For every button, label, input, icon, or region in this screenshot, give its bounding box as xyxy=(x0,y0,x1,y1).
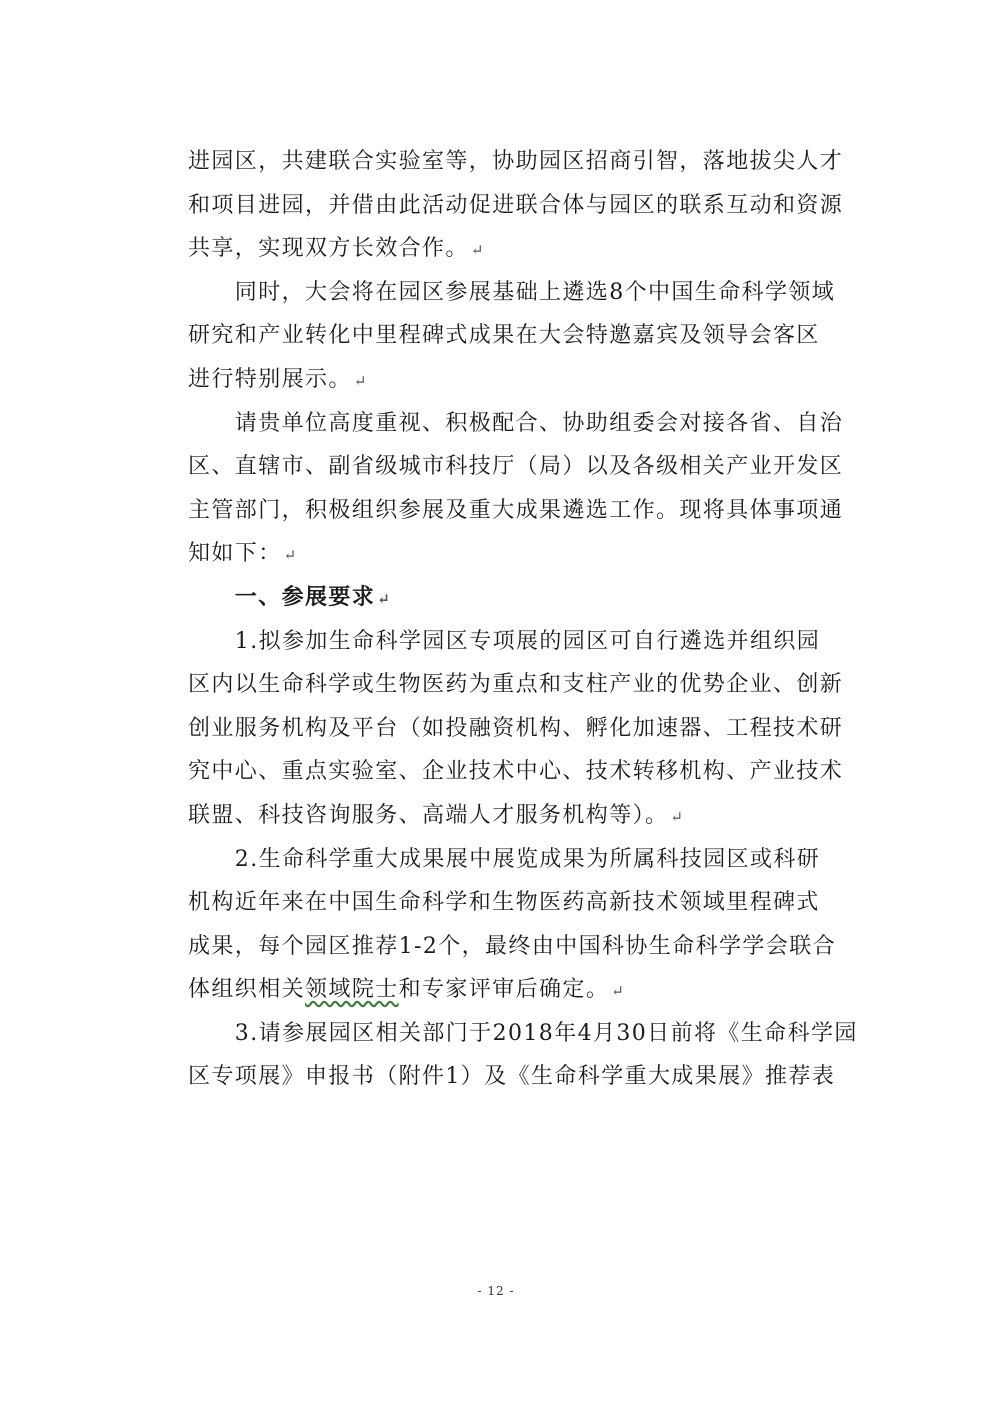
line-text: 联盟、科技咨询服务、高端人才服务机构等）。 xyxy=(188,802,669,828)
text-line xyxy=(188,794,848,838)
text-line xyxy=(188,707,848,751)
text-line xyxy=(188,402,848,446)
line-text: 1.拟参加生命科学园区专项展的园区可自行遴选并组织园 xyxy=(234,628,821,654)
line-text: 研究和产业转化中里程碑式成果在大会特邀嘉宾及领导会客区 xyxy=(188,323,820,349)
line-text: 区、直辖市、副省级城市科技厅（局）以及各级相关产业开发区 xyxy=(188,454,844,480)
paragraph-mark-icon: ↵ xyxy=(353,371,368,390)
text-line xyxy=(188,532,848,576)
text-line xyxy=(188,358,848,402)
paragraph-mark-icon: ↵ xyxy=(377,589,392,608)
text-line xyxy=(188,663,848,707)
text-line xyxy=(188,838,848,882)
document-body xyxy=(188,140,858,1099)
line-text: 成果，每个园区推荐1-2个，最终由中国科协生命科学学会联合 xyxy=(188,933,837,959)
text-line xyxy=(188,184,848,228)
paragraph-mark-icon: ↵ xyxy=(611,982,626,1001)
line-text: 体组织相关领域院士和专家评审后确定。 xyxy=(188,977,610,1003)
paragraph-mark-icon: ↵ xyxy=(670,807,685,826)
text-line xyxy=(188,271,848,315)
text-line xyxy=(188,881,848,925)
text-line xyxy=(188,445,848,489)
line-text: 进行特别展示。 xyxy=(188,366,352,392)
line-text: 同时，大会将在园区参展基础上遴选8个中国生命科学领域 xyxy=(234,279,836,305)
line-text: 2.生命科学重大成果展中展览成果为所属科技园区或科研 xyxy=(234,846,821,872)
line-text: 共享，实现双方长效合作。 xyxy=(188,236,469,262)
line-text: 区内以生命科学或生物医药为重点和支柱产业的优势企业、创新 xyxy=(188,672,844,698)
text-line xyxy=(188,1055,848,1099)
paragraph-mark-icon: ↵ xyxy=(470,241,485,260)
text-line xyxy=(188,140,848,184)
line-text: 和项目进园，并借由此活动促进联合体与园区的联系互动和资源 xyxy=(188,192,844,218)
line-text: 知如下： xyxy=(188,541,282,567)
section-heading xyxy=(188,576,848,620)
page-number: - 12 - xyxy=(477,1284,515,1298)
line-text: 机构近年来在中国生命科学和生物医药高新技术领域里程碑式 xyxy=(188,890,820,916)
text-line xyxy=(188,968,848,1012)
paragraph-mark-icon: ↵ xyxy=(283,546,298,565)
line-text: 请贵单位高度重视、积极配合、协助组委会对接各省、自治 xyxy=(234,410,844,436)
line-text: 进园区，共建联合实验室等，协助园区招商引智，落地拔尖人才 xyxy=(188,149,844,174)
line-text: 3.请参展园区相关部门于2018年4月30日前将《生命科学园 xyxy=(234,1020,858,1046)
text-line xyxy=(188,489,848,533)
line-text: 创业服务机构及平台（如投融资机构、孵化加速器、工程技术研 xyxy=(188,715,844,741)
text-line xyxy=(188,314,848,358)
line-text: 一、参展要求 xyxy=(234,583,376,610)
text-line xyxy=(188,750,848,794)
line-text: 区专项展》申报书（附件1）及《生命科学重大成果展》推荐表 xyxy=(188,1064,836,1090)
text-line xyxy=(188,925,848,969)
line-text: 究中心、重点实验室、企业技术中心、技术转移机构、产业技术 xyxy=(188,759,844,785)
line-text: 主管部门，积极组织参展及重大成果遴选工作。现将具体事项通 xyxy=(188,497,844,523)
text-line xyxy=(188,1012,858,1056)
text-line xyxy=(188,227,848,271)
text-line xyxy=(188,620,848,664)
